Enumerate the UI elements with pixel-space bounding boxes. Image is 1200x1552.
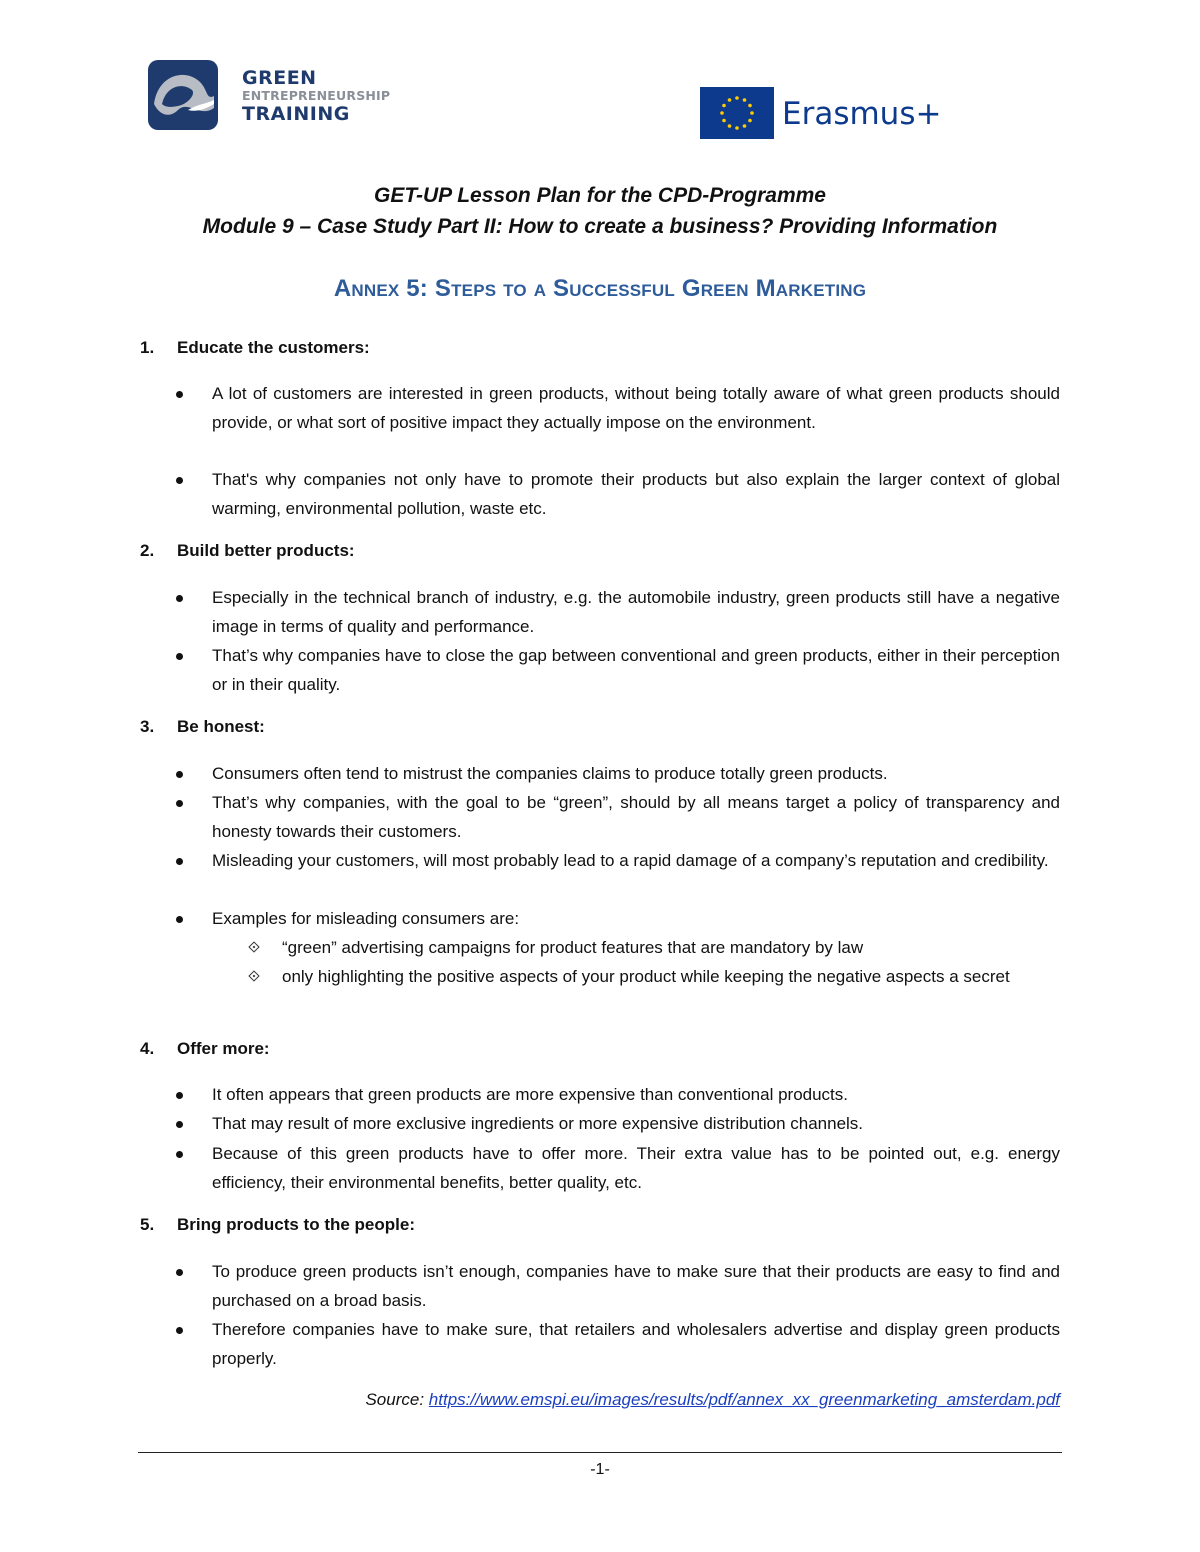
- section-title: Be honest:: [177, 717, 265, 736]
- sub-list-item: [246, 963, 1060, 992]
- section-number: 1.: [140, 338, 155, 357]
- list-item: [176, 760, 1060, 789]
- sub-list-item: [246, 934, 1060, 963]
- source-citation: [365, 1390, 1060, 1410]
- lesson-plan-title: GET-UP Lesson Plan for the CPD-Programme: [374, 184, 826, 207]
- list-item-text: Therefore companies have to make sure, that retailers and wholesalers advertise and display green products properly.: [212, 1320, 1060, 1368]
- section-heading: [140, 338, 370, 358]
- list-item-text: That's why companies not only have to promote their products but also explain the larger context of global warming, environmental pollution, waste etc.: [212, 470, 1060, 518]
- list-item-text: Consumers often tend to mistrust the companies claims to produce totally green products.: [212, 764, 888, 783]
- footer-divider: [138, 1452, 1062, 1453]
- section-title: Offer more:: [177, 1039, 270, 1058]
- list-item: [176, 1140, 1060, 1197]
- erasmus-plus-text: Erasmus+: [782, 96, 942, 132]
- list-item-text: That’s why companies, with the goal to be “green”, should by all means target a policy of transparency and honesty towards their customers.: [212, 793, 1060, 841]
- eu-flag-icon: [700, 87, 774, 139]
- list-item: [176, 1081, 1060, 1110]
- section-title: Educate the customers:: [177, 338, 370, 357]
- diamond-bullet-icon: [248, 941, 259, 952]
- eu-star-icon: [748, 104, 752, 108]
- eu-star-icon: [720, 111, 724, 115]
- eu-star-icon: [735, 126, 739, 130]
- green-entrepreneurship-training-logo: [148, 60, 391, 132]
- list-item-text: Especially in the technical branch of industry, e.g. the automobile industry, green products still have a negative image in terms of quality and performance.: [212, 588, 1060, 636]
- list-item: [176, 380, 1060, 437]
- get-logo-line1: GREEN: [242, 67, 317, 89]
- section-number: 3.: [140, 717, 155, 736]
- section-number: 2.: [140, 541, 155, 560]
- list-item: [176, 789, 1060, 846]
- list-item: [176, 1110, 1060, 1139]
- list-item: [176, 1258, 1060, 1315]
- page-number: -1-: [590, 1461, 610, 1478]
- list-item: [176, 466, 1060, 523]
- diamond-bullet-icon: [248, 970, 259, 981]
- section-heading: [140, 1039, 270, 1059]
- list-item: [176, 642, 1060, 699]
- list-item-text: A lot of customers are interested in green products, without being totally aware of what green products should provide, or what sort of positive impact they actually impose on the environment.: [212, 384, 1060, 432]
- section-title: Build better products:: [177, 541, 355, 560]
- get-logo-mark-icon: [148, 60, 218, 130]
- eu-star-icon: [722, 104, 726, 108]
- list-item-text: That’s why companies have to close the gap between conventional and green products, either in their perception or in their quality.: [212, 646, 1060, 694]
- source-link[interactable]: https://www.emspi.eu/images/results/pdf/annex_xx_greenmarketing_amsterdam.pdf: [428, 1390, 1060, 1409]
- sub-list-item-text: only highlighting the positive aspects of your product while keeping the negative aspects a secret: [282, 967, 1010, 986]
- list-item: [176, 905, 1060, 934]
- list-item: [176, 584, 1060, 641]
- section-number: 4.: [140, 1039, 155, 1058]
- list-item-text: That may result of more exclusive ingredients or more expensive distribution channels.: [212, 1114, 864, 1133]
- erasmus-plus-logo: [700, 87, 960, 139]
- source-label: Source:: [365, 1390, 425, 1409]
- section-number: 5.: [140, 1215, 155, 1234]
- list-item-text: Misleading your customers, will most probably lead to a rapid damage of a company’s reputation and credibility.: [212, 851, 1049, 870]
- list-item: [176, 847, 1060, 876]
- annex-heading: Annex 5: Steps to a Successful Green Marketing: [333, 275, 867, 302]
- eu-star-icon: [728, 98, 732, 102]
- eu-star-icon: [750, 111, 754, 115]
- module-title: Module 9 – Case Study Part II: How to create a business? Providing Information: [202, 215, 998, 238]
- eu-star-icon: [735, 96, 739, 100]
- eu-star-icon: [722, 119, 726, 123]
- section-title: Bring products to the people:: [177, 1215, 415, 1234]
- eu-star-icon: [743, 98, 747, 102]
- section-heading: [140, 541, 355, 561]
- eu-star-icon: [728, 124, 732, 128]
- get-logo-line2: ENTREPRENEURSHIP: [242, 88, 391, 103]
- list-item: [176, 1316, 1060, 1373]
- sub-list-item-text: “green” advertising campaigns for product features that are mandatory by law: [282, 938, 864, 957]
- list-item-text: Because of this green products have to offer more. Their extra value has to be pointed out, e.g. energy efficiency, their environmental benefits, better quality, etc.: [212, 1144, 1060, 1192]
- eu-star-icon: [748, 119, 752, 123]
- get-logo-text: [242, 68, 390, 124]
- eu-star-icon: [743, 124, 747, 128]
- section-heading: [140, 717, 265, 737]
- list-item-text: To produce green products isn’t enough, companies have to make sure that their products are easy to find and purchased on a broad basis.: [212, 1262, 1060, 1310]
- get-logo-line3: TRAINING: [242, 103, 350, 125]
- section-heading: [140, 1215, 415, 1235]
- list-item-text: Examples for misleading consumers are:: [212, 909, 520, 928]
- list-item-text: It often appears that green products are more expensive than conventional products.: [212, 1085, 849, 1104]
